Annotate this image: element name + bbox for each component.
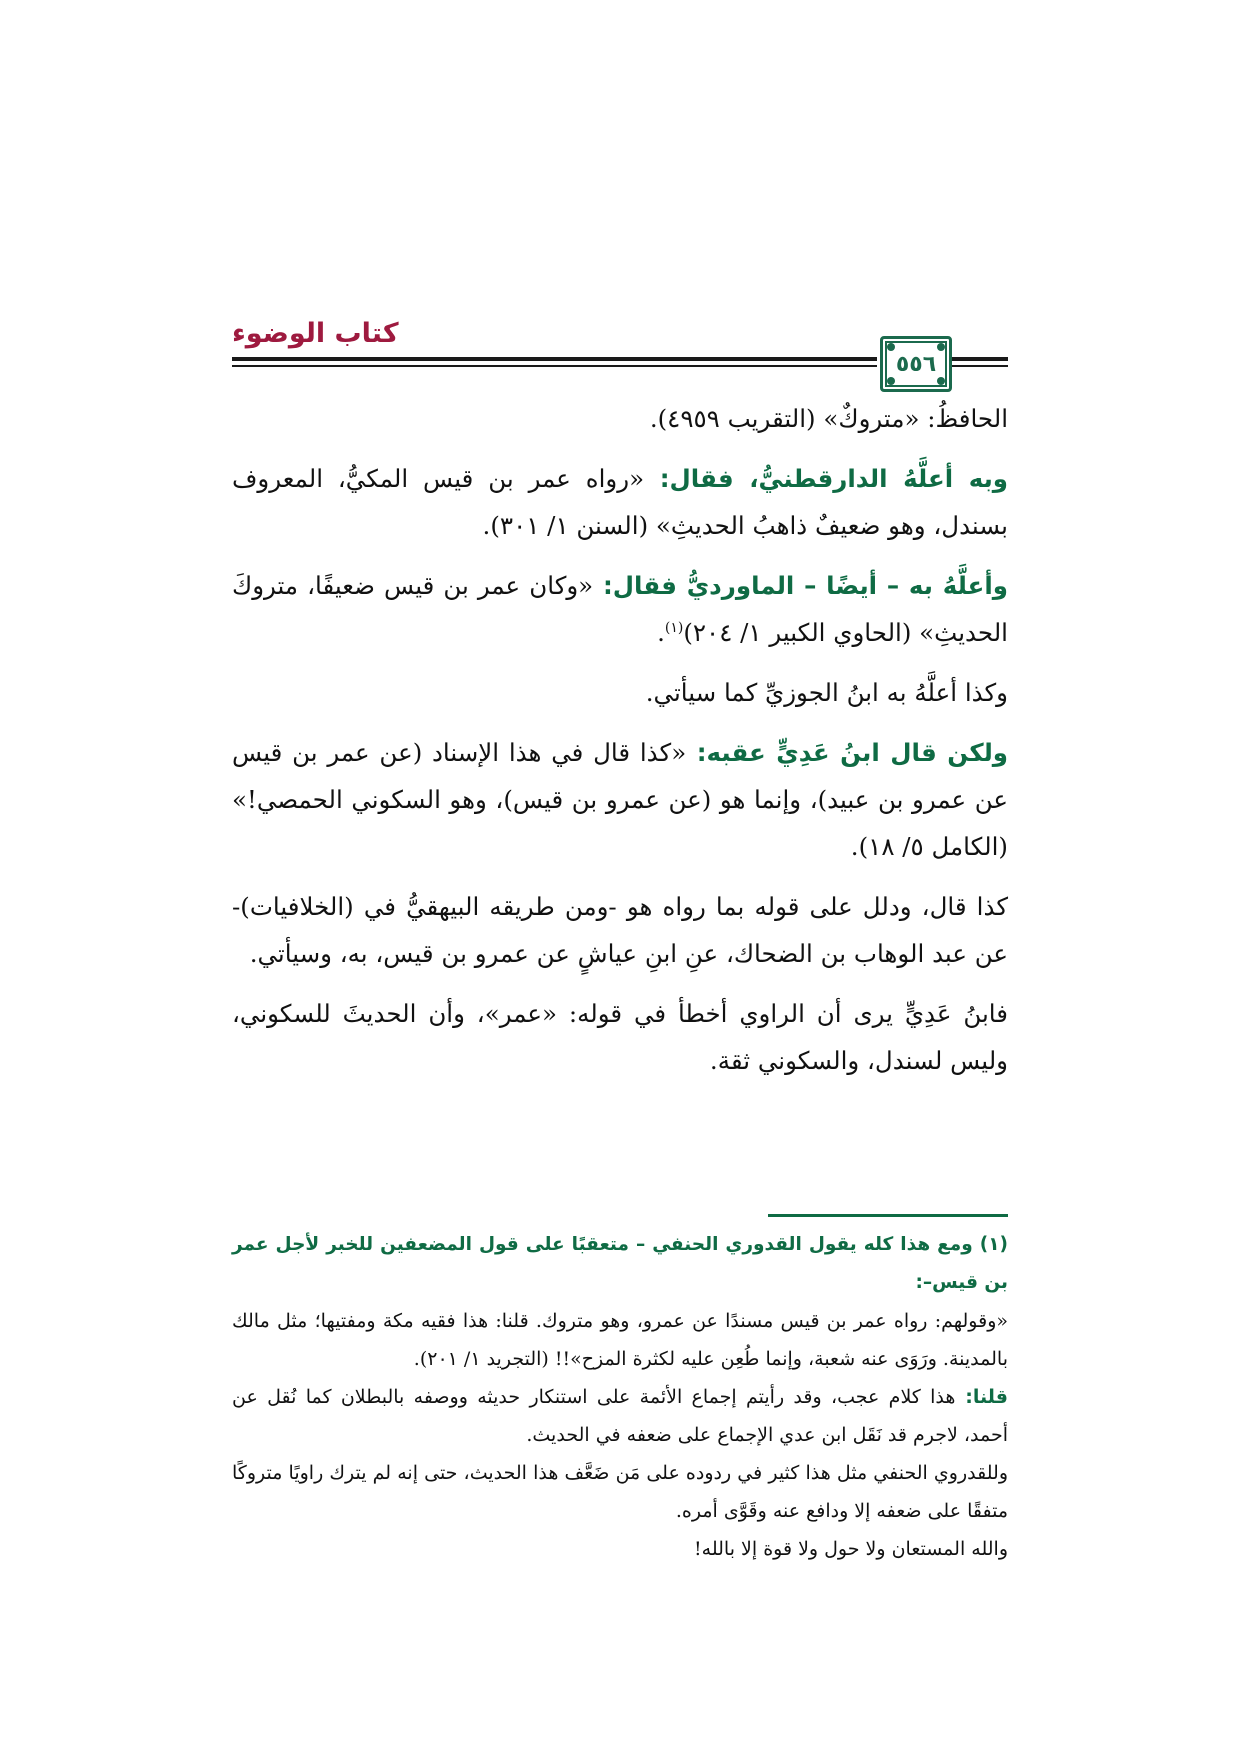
footnotes [232, 1226, 1008, 1568]
ornament-dot-icon [937, 377, 945, 385]
paragraph-text: وكذا أعلَّهُ به ابنُ الجوزيِّ كما سيأتي. [645, 678, 1008, 707]
running-header-book-title: كتاب الوضوء [232, 318, 399, 349]
footnote-marker[interactable]: (١) [664, 619, 684, 636]
paragraph-lead: وبه أعلَّهُ الدارقطنيُّ، فقال: [644, 464, 1009, 493]
footnote-reply [232, 1378, 1008, 1454]
header-rule-right-thick [950, 357, 1008, 361]
paragraph-text: فابنُ عَدِيٍّ يرى أن الراوي أخطأ في قوله: «عمر»، وأن الحديثَ للسكوني، وليس لسندل، والسكوني ثقة. [232, 999, 1008, 1075]
footnote-heading: (١) ومع هذا كله يقول القدوري الحنفي – متعقبًا على قول المضعفين للخبر لأجل عمر بن قيس–: [232, 1234, 1008, 1293]
page-number-badge [880, 336, 952, 392]
paragraph [232, 395, 1008, 442]
paragraph-lead: ولكن قال ابنُ عَدِيٍّ عقبه: [686, 738, 1008, 767]
paragraph [232, 990, 1008, 1084]
paragraph-text: «رواه عمر بن قيس المكيُّ، المعروف بسندل، وهو ضعيفٌ ذاهبُ الحديثِ» (السنن ١/ ٣٠١). [232, 464, 1008, 540]
ornament-dot-icon [887, 377, 895, 385]
paragraph [232, 669, 1008, 716]
paragraph [232, 455, 1008, 549]
page-number: ٥٥٦ [895, 351, 937, 377]
paragraph-tail: . [657, 618, 665, 647]
footnote-remark: وللقدروي الحنفي مثل هذا كثير في ردوده على مَن ضَعَّف هذا الحديث، حتى إنه لم يترك راويًا متروكًا متفقًا على ضعفه إلا ودافع عنه وقَوَّى أمره. [232, 1462, 1008, 1522]
ornament-dot-icon [887, 343, 895, 351]
paragraph-text: «كذا قال في هذا الإسناد (عن عمر بن قيس عن عمرو بن عبيد)، وإنما هو (عن عمرو بن قيس)، وهو السكوني الحمصي!» (الكامل ٥/ ١٨). [232, 738, 1008, 861]
main-text [232, 395, 1008, 1097]
footnote-quote: «وقولهم: رواه عمر بن قيس مسندًا عن عمرو، وهو متروك. قلنا: هذا فقيه مكة ومفتيها؛ مثل مالك بالمدينة. ورَوَى عنه شعبة، وإنما طُعِن عليه لكثرة المزح»!! (التجريد ١/ ٢٠١). [232, 1310, 1008, 1370]
footnote-reply-text: هذا كلام عجب، وقد رأيتم إجماع الأئمة على استنكار حديثه ووصفه بالبطلان كما نُقل عن أحمد، لاجرم قد نَقَل ابن عدي الإجماع على ضعفه في الحديث. [232, 1386, 1008, 1446]
paragraph-text: «وكان عمر بن قيس ضعيفًا، متروكَ الحديثِ» (الحاوي الكبير ١/ ٢٠٤) [232, 571, 1008, 647]
header-rule-thick [232, 357, 877, 361]
paragraph-lead: وأعلَّهُ به – أيضًا – الماورديُّ فقال: [593, 571, 1009, 600]
footnote-closing: والله المستعان ولا حول ولا قوة إلا بالله! [694, 1538, 1008, 1560]
ornament-dot-icon [937, 343, 945, 351]
header-rule-thin [232, 365, 877, 367]
footnote-reply-lead: قلنا: [955, 1386, 1008, 1408]
paragraph-text: الحافظُ: «متروكٌ» (التقريب ٤٩٥٩). [649, 404, 1008, 433]
paragraph [232, 883, 1008, 977]
paragraph [232, 562, 1008, 656]
paragraph-text: كذا قال، ودلل على قوله بما رواه هو -ومن طريقه البيهقيُّ في (الخلافيات)- عن عبد الوهاب بن الضحاك، عنِ ابنِ عياشٍ عن عمرو بن قيس، به، وسيأتي. [232, 892, 1008, 968]
footnote-separator [768, 1214, 1008, 1217]
paragraph [232, 729, 1008, 870]
header-rule-right-thin [950, 365, 1008, 367]
